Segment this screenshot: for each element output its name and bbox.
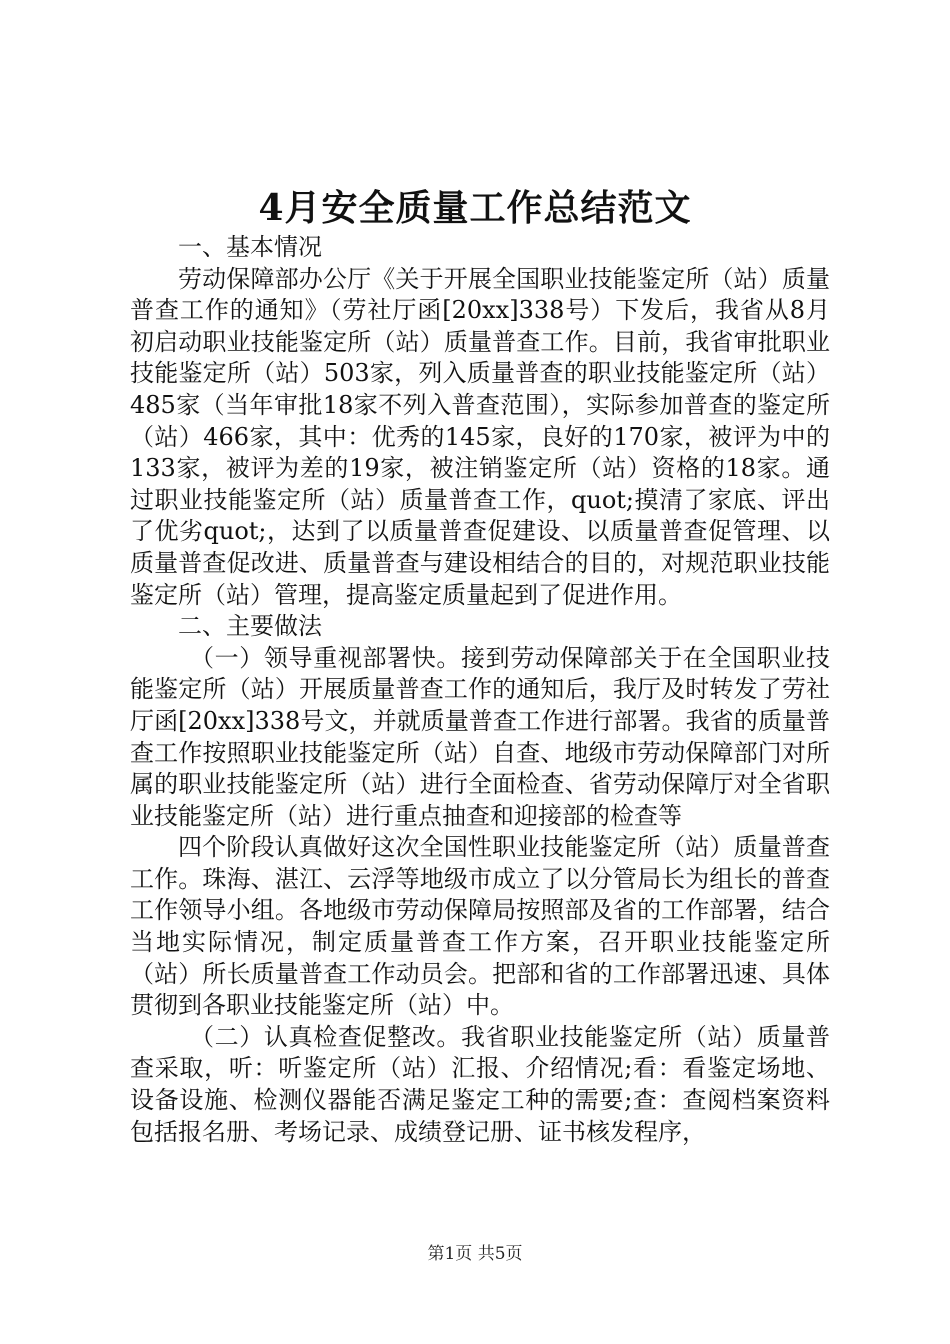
document-title: 4月安全质量工作总结范文 — [258, 187, 692, 229]
paragraph-inspection: （二）认真检查促整改。我省职业技能鉴定所（站）质量普查采取，听：听鉴定所（站）汇报、介绍情况;看：看鉴定场地、设备设施、检测仪器能否满足鉴定工种的需要;查：查阅档案资料包括报名册、考场记录、成绩登记册、证书核发程序， — [130, 1022, 830, 1146]
section-heading-main-practices: 二、主要做法 — [178, 612, 322, 641]
section-heading-basic-situation: 一、基本情况 — [178, 233, 322, 261]
page-number-footer: 第1页 共5页 — [427, 1244, 523, 1264]
paragraph-four-stages: 四个阶段认真做好这次全国性职业技能鉴定所（站）质量普查工作。珠海、湛江、云浮等地级市成立了以分管局长为组长的普查工作领导小组。各地级市劳动保障局按照部及省的工作部署，结合当地实际情况，制定质量普查工作方案，召开职业技能鉴定所（站）所长质量普查工作动员会。把部和省的工作部署迅速、具体贯彻到各职业技能鉴定所（站）中。 — [130, 833, 830, 1020]
paragraph-basic-situation: 劳动保障部办公厅《关于开展全国职业技能鉴定所（站）质量普查工作的通知》（劳社厅函[20xx]338号）下发后，我省从8月初启动职业技能鉴定所（站）质量普查工作。目前，我省审批职业技能鉴定所（站）503家，列入质量普查的职业技能鉴定所（站）485家（当年审批18家不列入普查范围），实际参加普查的鉴定所（站）466家，其中：优秀的145家，良好的170家，被评为中的133家，被评为差的19家，被注销鉴定所（站）资格的18家。通过职业技能鉴定所（站）质量普查工作，quot;摸清了家底、评出了优劣quot;，达到了以质量普查促建设、以质量普查促管理、以质量普查促改进、质量普查与建设相结合的目的，对规范职业技能鉴定所（站）管理，提高鉴定质量起到了促进作用。 — [130, 264, 830, 609]
document-body — [130, 232, 830, 1148]
paragraph-leadership: （一）领导重视部署快。接到劳动保障部关于在全国职业技能鉴定所（站）开展质量普查工作的通知后，我厅及时转发了劳社厅函[20xx]338号文，并就质量普查工作进行部署。我省的质量普查工作按照职业技能鉴定所（站）自查、地级市劳动保障部门对所属的职业技能鉴定所（站）进行全面检查、省劳动保障厅对全省职业技能鉴定所（站）进行重点抽查和迎接部的检查等 — [130, 643, 830, 830]
